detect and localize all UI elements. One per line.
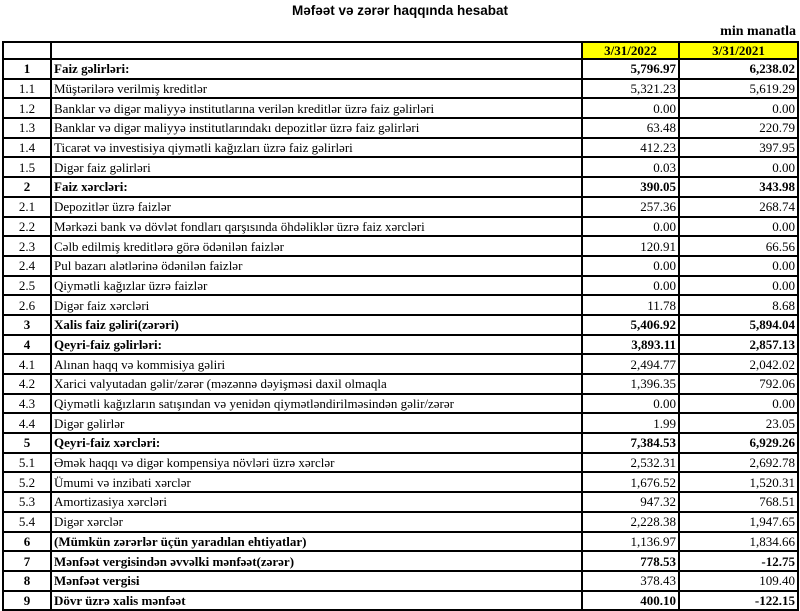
row-number-cell: 5	[3, 433, 51, 453]
row-number-cell: 4.4	[3, 413, 51, 433]
row-number-cell: 9	[3, 591, 51, 611]
table-row	[3, 138, 798, 158]
table-body	[3, 59, 798, 610]
value-2021-cell: 2,857.13	[679, 335, 798, 355]
value-2021-cell: -12.75	[679, 551, 798, 571]
pnl-table	[2, 41, 799, 611]
row-label-cell: Alınan haqq və kommisiya gəliri	[51, 354, 582, 374]
row-label-cell: Xalis faiz gəliri(zərəri)	[51, 315, 582, 335]
page-title: Məfəət və zərər haqqında hesabat	[291, 3, 509, 18]
value-2022-cell: 778.53	[582, 551, 679, 571]
value-2022-cell: 947.32	[582, 492, 679, 512]
header-date-2022-cell: 3/31/2022	[582, 42, 679, 59]
row-label-cell: Digər gəlirlər	[51, 413, 582, 433]
value-2021-cell: 220.79	[679, 118, 798, 138]
row-number-cell: 5.1	[3, 453, 51, 473]
value-2022-cell: 0.00	[582, 394, 679, 414]
row-label-cell: Banklar və digər maliyyə institutlarındakı depozitlər üzrə faiz gəlirləri	[51, 118, 582, 138]
table-row	[3, 532, 798, 552]
row-label-cell: Mənfəət vergisi	[51, 571, 582, 591]
value-2022-cell: 2,494.77	[582, 354, 679, 374]
value-2021-cell: 0.00	[679, 394, 798, 414]
table-row	[3, 315, 798, 335]
row-label-cell: Mənfəət vergisindən əvvəlki mənfəət(zərər)	[51, 551, 582, 571]
row-number-cell: 5.3	[3, 492, 51, 512]
row-number-cell: 1.1	[3, 79, 51, 99]
value-2021-cell: 0.00	[679, 157, 798, 177]
table-row	[3, 591, 798, 611]
table-row	[3, 512, 798, 532]
value-2022-cell: 1,396.35	[582, 374, 679, 394]
row-number-cell: 5.4	[3, 512, 51, 532]
value-2021-cell: 5,894.04	[679, 315, 798, 335]
row-label-cell: Xarici valyutadan gəlir/zərər (məzənnə dəyişməsi daxil olmaqla	[51, 374, 582, 394]
table-row	[3, 295, 798, 315]
value-2021-cell: 0.00	[679, 256, 798, 276]
value-2021-cell: 6,238.02	[679, 59, 798, 79]
value-2021-cell: 6,929.26	[679, 433, 798, 453]
value-2022-cell: 378.43	[582, 571, 679, 591]
value-2022-cell: 0.00	[582, 256, 679, 276]
table-row	[3, 118, 798, 138]
value-2021-cell: 23.05	[679, 413, 798, 433]
row-number-cell: 2.1	[3, 197, 51, 217]
row-label-cell: Ümumi və inzibati xərclər	[51, 472, 582, 492]
table-row	[3, 236, 798, 256]
row-number-cell: 3	[3, 315, 51, 335]
row-label-cell: Digər faiz xərcləri	[51, 295, 582, 315]
row-label-cell: Qeyri-faiz gəlirləri:	[51, 335, 582, 355]
value-2022-cell: 1,136.97	[582, 532, 679, 552]
value-2022-cell: 120.91	[582, 236, 679, 256]
value-2022-cell: 0.00	[582, 217, 679, 237]
table-row	[3, 335, 798, 355]
row-number-cell: 2.4	[3, 256, 51, 276]
value-2022-cell: 5,406.92	[582, 315, 679, 335]
table-row	[3, 98, 798, 118]
value-2022-cell: 2,228.38	[582, 512, 679, 532]
table-row	[3, 394, 798, 414]
value-2021-cell: 5,619.29	[679, 79, 798, 99]
table-row	[3, 276, 798, 296]
table-row	[3, 197, 798, 217]
row-label-cell: Digər xərclər	[51, 512, 582, 532]
row-number-cell: 6	[3, 532, 51, 552]
row-number-cell: 7	[3, 551, 51, 571]
row-label-cell: Ticarət və investisiya qiymətli kağızları üzrə faiz gəlirləri	[51, 138, 582, 158]
row-label-cell: Amortizasiya xərcləri	[51, 492, 582, 512]
value-2021-cell: 2,692.78	[679, 453, 798, 473]
value-2021-cell: 268.74	[679, 197, 798, 217]
row-number-cell: 8	[3, 571, 51, 591]
value-2021-cell: 792.06	[679, 374, 798, 394]
table-header-row	[3, 42, 798, 59]
header-date-2021-cell: 3/31/2021	[679, 42, 798, 59]
table-row	[3, 551, 798, 571]
value-2021-cell: -122.15	[679, 591, 798, 611]
row-number-cell: 4	[3, 335, 51, 355]
report-page	[0, 3, 800, 611]
table-row	[3, 492, 798, 512]
value-2022-cell: 390.05	[582, 177, 679, 197]
row-number-cell: 2	[3, 177, 51, 197]
value-2021-cell: 1,520.31	[679, 472, 798, 492]
row-label-cell: Cəlb edilmiş kreditlərə görə ödənilən faizlər	[51, 236, 582, 256]
table-row	[3, 157, 798, 177]
value-2021-cell: 1,947.65	[679, 512, 798, 532]
value-2022-cell: 400.10	[582, 591, 679, 611]
value-2022-cell: 1,676.52	[582, 472, 679, 492]
value-2022-cell: 0.00	[582, 276, 679, 296]
row-label-cell: Qeyri-faiz xərcləri:	[51, 433, 582, 453]
row-label-cell: Faiz xərcləri:	[51, 177, 582, 197]
row-label-cell: Dövr üzrə xalis mənfəət	[51, 591, 582, 611]
row-number-cell: 4.1	[3, 354, 51, 374]
row-label-cell: Pul bazarı alətlərinə ödənilən faizlər	[51, 256, 582, 276]
row-label-cell: Müştərilərə verilmiş kreditlər	[51, 79, 582, 99]
value-2021-cell: 2,042.02	[679, 354, 798, 374]
value-2021-cell: 343.98	[679, 177, 798, 197]
value-2021-cell: 0.00	[679, 217, 798, 237]
value-2022-cell: 1.99	[582, 413, 679, 433]
value-2021-cell: 768.51	[679, 492, 798, 512]
row-number-cell: 2.3	[3, 236, 51, 256]
row-number-cell: 1.2	[3, 98, 51, 118]
value-2021-cell: 1,834.66	[679, 532, 798, 552]
row-number-cell: 4.3	[3, 394, 51, 414]
row-label-cell: Banklar və digər maliyyə institutlarına verilən kreditlər üzrə faiz gəlirləri	[51, 98, 582, 118]
value-2022-cell: 0.03	[582, 157, 679, 177]
table-row	[3, 177, 798, 197]
value-2022-cell: 412.23	[582, 138, 679, 158]
table-row	[3, 354, 798, 374]
row-number-cell: 2.6	[3, 295, 51, 315]
header-label-cell	[51, 42, 582, 59]
row-number-cell: 4.2	[3, 374, 51, 394]
table-row	[3, 413, 798, 433]
value-2022-cell: 0.00	[582, 98, 679, 118]
value-2022-cell: 2,532.31	[582, 453, 679, 473]
table-row	[3, 374, 798, 394]
table-row	[3, 571, 798, 591]
row-number-cell: 1.5	[3, 157, 51, 177]
row-label-cell: Faiz gəlirləri:	[51, 59, 582, 79]
table-row	[3, 217, 798, 237]
value-2022-cell: 63.48	[582, 118, 679, 138]
unit-note: min manatla	[720, 24, 796, 39]
value-2021-cell: 0.00	[679, 98, 798, 118]
value-2022-cell: 3,893.11	[582, 335, 679, 355]
value-2022-cell: 257.36	[582, 197, 679, 217]
table-row	[3, 433, 798, 453]
row-number-cell: 1.4	[3, 138, 51, 158]
table-row	[3, 79, 798, 99]
value-2022-cell: 7,384.53	[582, 433, 679, 453]
value-2021-cell: 8.68	[679, 295, 798, 315]
row-number-cell: 2.5	[3, 276, 51, 296]
table-row	[3, 256, 798, 276]
row-number-cell: 2.2	[3, 217, 51, 237]
value-2021-cell: 0.00	[679, 276, 798, 296]
value-2022-cell: 5,796.97	[582, 59, 679, 79]
value-2022-cell: 11.78	[582, 295, 679, 315]
table-row	[3, 59, 798, 79]
row-number-cell: 5.2	[3, 472, 51, 492]
value-2021-cell: 397.95	[679, 138, 798, 158]
table-row	[3, 453, 798, 473]
row-label-cell: Əmək haqqı və digər kompensiya növləri üzrə xərclər	[51, 453, 582, 473]
row-label-cell: Qiymətli kağızlar üzrə faizlər	[51, 276, 582, 296]
row-label-cell: Digər faiz gəlirləri	[51, 157, 582, 177]
row-label-cell: (Mümkün zərərlər üçün yaradılan ehtiyatlar)	[51, 532, 582, 552]
header-number-cell	[3, 42, 51, 59]
value-2021-cell: 109.40	[679, 571, 798, 591]
table-row	[3, 472, 798, 492]
row-number-cell: 1.3	[3, 118, 51, 138]
row-label-cell: Qiymətli kağızların satışından və yenidən qiymətləndirilməsindən gəlir/zərər	[51, 394, 582, 414]
row-number-cell: 1	[3, 59, 51, 79]
value-2022-cell: 5,321.23	[582, 79, 679, 99]
row-label-cell: Depozitlər üzrə faizlər	[51, 197, 582, 217]
value-2021-cell: 66.56	[679, 236, 798, 256]
row-label-cell: Mərkəzi bank və dövlət fondları qarşısında öhdəliklər üzrə faiz xərcləri	[51, 217, 582, 237]
